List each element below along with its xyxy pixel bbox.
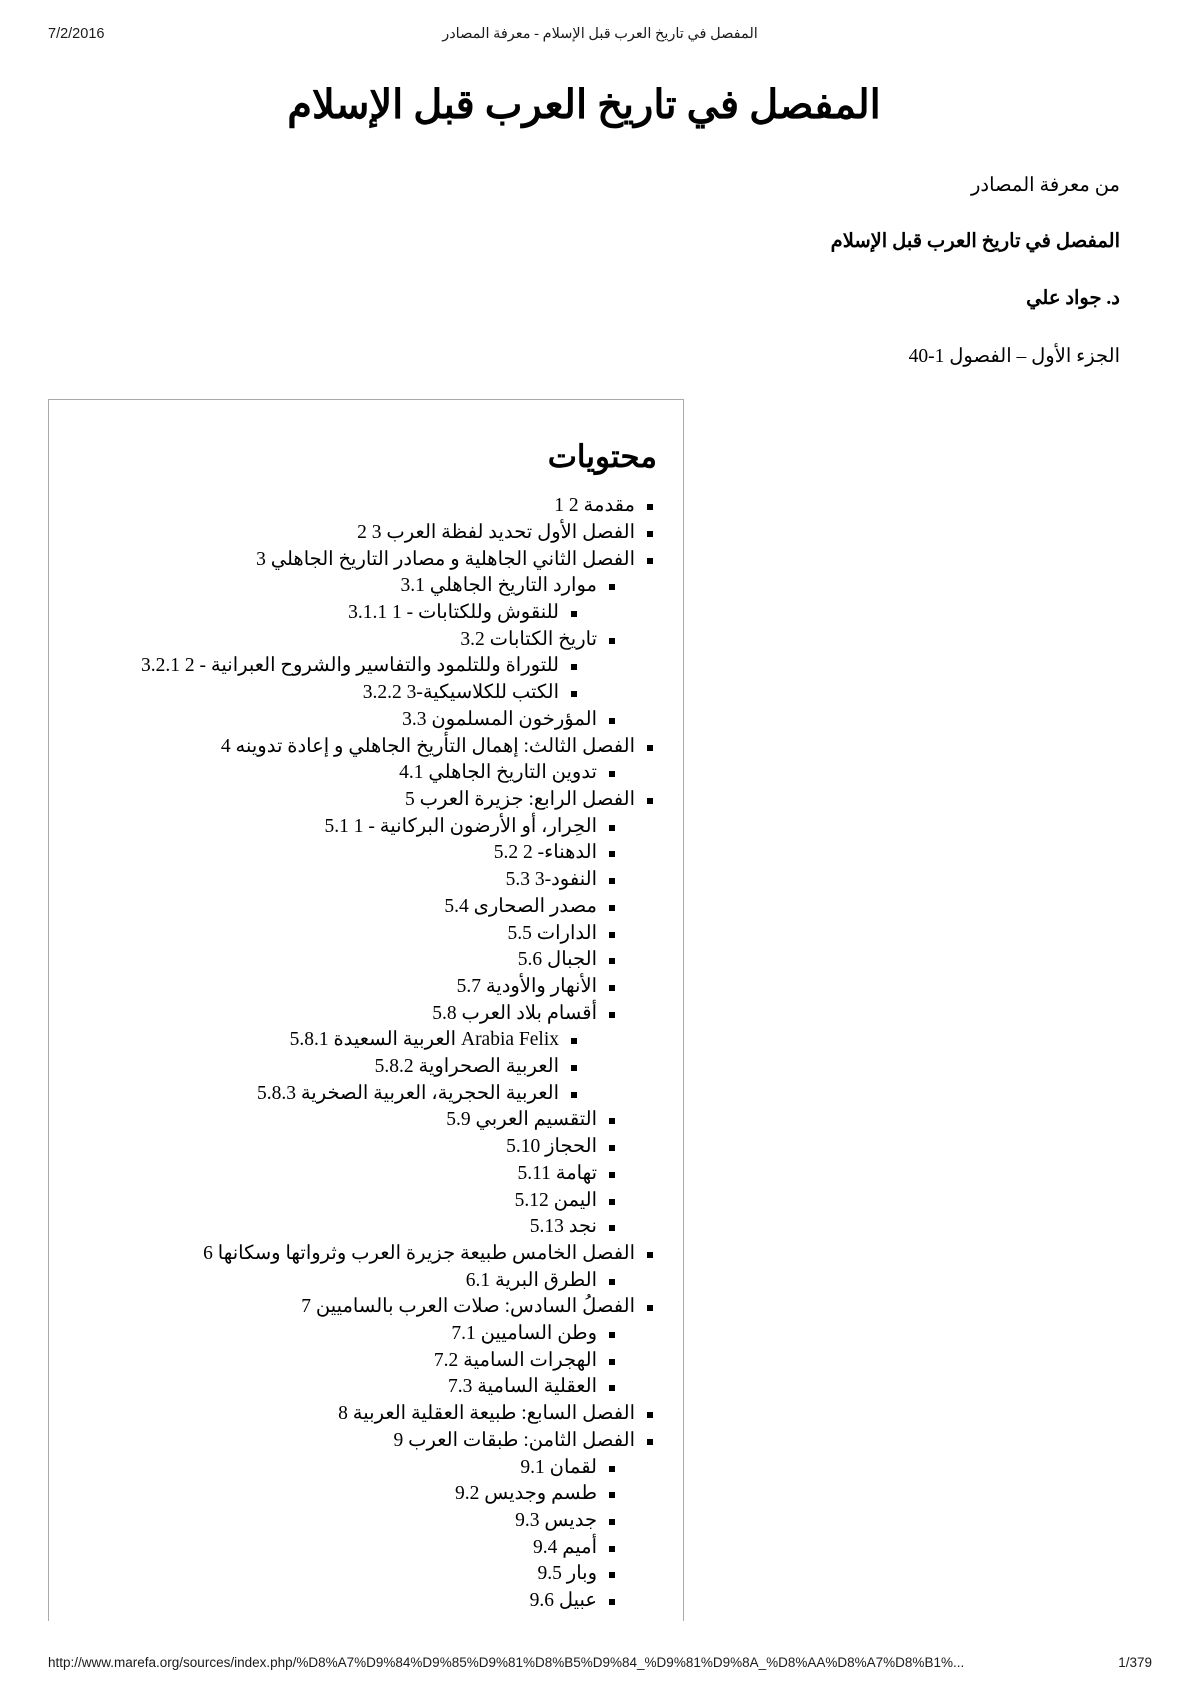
toc-item-label: 9.4 أميم	[533, 1536, 597, 1558]
toc-item-label: 5.9 التقسيم العربي	[446, 1109, 597, 1131]
toc-item[interactable]	[75, 734, 657, 761]
toc-item[interactable]	[75, 1027, 657, 1054]
toc-item[interactable]	[75, 1348, 657, 1375]
toc-item[interactable]	[75, 520, 657, 547]
toc-item[interactable]	[75, 1481, 657, 1508]
toc-item[interactable]	[75, 894, 657, 921]
toc-item[interactable]	[75, 1001, 657, 1028]
toc-item[interactable]	[75, 760, 657, 787]
print-header	[0, 26, 1200, 48]
toc-item-label: 5 الفصل الرابع: جزيرة العرب	[404, 788, 635, 810]
volume-line: الجزء الأول – الفصول 1-40	[908, 345, 1120, 367]
toc-item-label: 5.7 الأنهار والأودية	[456, 975, 597, 997]
toc-item[interactable]	[75, 573, 657, 600]
toc-item[interactable]	[75, 1134, 657, 1161]
toc-item[interactable]	[75, 1241, 657, 1268]
toc-item[interactable]	[75, 1535, 657, 1562]
toc-heading: محتويات	[547, 439, 657, 475]
toc-item-label: 3.2.2 3-الكتب للكلاسيكية	[362, 682, 559, 704]
toc-item-label: 5.6 الجبال	[517, 949, 597, 971]
toc-item-label: 9 الفصل الثامن: طبقات العرب	[393, 1429, 635, 1451]
toc-item-label: 8 الفصل السابع: طبيعة العقلية العربية	[338, 1403, 635, 1425]
toc-item-label: 5.2 2 -الدهناء	[493, 842, 597, 864]
toc-item[interactable]	[75, 1561, 657, 1588]
toc-item-label: 3 الفصل الثاني الجاهلية و مصادر التاريخ الجاهلي	[256, 548, 635, 570]
toc-item[interactable]	[75, 1081, 657, 1108]
toc-item[interactable]	[75, 1508, 657, 1535]
toc-item-label: 5.1 1 - الحِرار، أو الأرضون البركانية	[324, 815, 597, 837]
toc-item-label: 7 الفصلُ السادس: صلات العرب بالساميين	[301, 1296, 635, 1318]
toc-item-label: 9.5 وبار	[537, 1563, 597, 1585]
toc-item[interactable]	[75, 1268, 657, 1295]
toc-item-label: 9.1 لقمان	[520, 1456, 597, 1478]
toc-item-label: 9.3 جديس	[515, 1509, 597, 1531]
print-date: 7/2/2016	[48, 26, 105, 42]
print-footer	[0, 1655, 1200, 1675]
toc-item[interactable]	[75, 1455, 657, 1482]
toc-item-label: 4 الفصل الثالث: إهمال التأريخ الجاهلي و إعادة تدوينه	[220, 735, 635, 757]
toc-item[interactable]	[75, 1107, 657, 1134]
toc-item-label: 9.6 عبيل	[529, 1590, 597, 1612]
toc-item[interactable]	[75, 1161, 657, 1188]
toc-item-label: 7.1 وطن الساميين	[451, 1323, 597, 1345]
toc-item[interactable]	[75, 680, 657, 707]
source-url: http://www.marefa.org/sources/index.php/%D8%A7%D9%84%D9%85%D9%81%D8%B5%D9%84_%D9%81%D9%8A_%D8%AA%D8%A7%D8%B1%...	[48, 1655, 965, 1670]
toc-item-label: 5.5 الدارات	[507, 922, 597, 944]
toc-item[interactable]	[75, 627, 657, 654]
toc-item[interactable]	[75, 947, 657, 974]
toc-item[interactable]	[75, 707, 657, 734]
toc-item-label: 5.8 أقسام بلاد العرب	[432, 1002, 597, 1024]
toc-item-label: 5.11 تهامة	[517, 1162, 597, 1184]
table-of-contents	[48, 399, 684, 1621]
toc-item-label: 5.4 مصدر الصحارى	[444, 895, 597, 917]
toc-item[interactable]	[75, 600, 657, 627]
print-document-title: المفصل في تاريخ العرب قبل الإسلام - معرفة المصادر	[442, 26, 758, 42]
toc-item[interactable]	[75, 547, 657, 574]
toc-item[interactable]	[75, 1188, 657, 1215]
toc-item-label: 5.8.1 العربية السعيدة Arabia Felix	[289, 1029, 559, 1051]
toc-item-label: 6.1 الطرق البرية	[465, 1269, 597, 1291]
toc-item[interactable]	[75, 814, 657, 841]
toc-item-label: 4.1 تدوين التاريخ الجاهلي	[399, 762, 597, 784]
toc-item-label: 1 مقدمة 2	[554, 495, 635, 517]
page-content	[48, 60, 1120, 1621]
toc-item-label: 6 الفصل الخامس طبيعة جزيرة العرب وثرواتها وسكانها	[203, 1242, 635, 1264]
toc-item-label: 7.2 الهجرات السامية	[433, 1349, 597, 1371]
toc-item[interactable]	[75, 867, 657, 894]
toc-item[interactable]	[75, 1294, 657, 1321]
toc-item[interactable]	[75, 1321, 657, 1348]
toc-item[interactable]	[75, 921, 657, 948]
toc-item-label: 7.3 العقلية السامية	[447, 1376, 597, 1398]
book-title: المفصل في تاريخ العرب قبل الإسلام	[830, 231, 1120, 253]
author-name: د. جواد علي	[1026, 287, 1120, 309]
toc-item-label: 5.12 اليمن	[514, 1189, 597, 1211]
toc-item[interactable]	[75, 1428, 657, 1455]
toc-item-label: 3.1.1 1 - للنقوش وللكتابات	[348, 602, 559, 624]
page-title: المفصل في تاريخ العرب قبل الإسلام	[287, 82, 881, 127]
toc-item[interactable]	[75, 840, 657, 867]
toc-item[interactable]	[75, 1401, 657, 1428]
toc-item-label: 3.1 موارد التاريخ الجاهلي	[400, 575, 597, 597]
page-number: 1/379	[1118, 1655, 1152, 1670]
toc-item[interactable]	[75, 787, 657, 814]
toc-item-label: 2 الفصل الأول تحديد لفظة العرب 3	[357, 521, 635, 543]
toc-item[interactable]	[75, 1214, 657, 1241]
toc-item[interactable]	[75, 1374, 657, 1401]
toc-item[interactable]	[75, 653, 657, 680]
toc-item[interactable]	[75, 493, 657, 520]
toc-item-label: 5.13 نجد	[529, 1216, 597, 1238]
source-line: من معرفة المصادر	[970, 175, 1120, 196]
toc-list	[75, 493, 657, 1615]
toc-item-label: 3.2.1 2 - للتوراة وللتلمود والتفاسير والشروح العبرانية	[141, 655, 559, 677]
toc-item-label: 5.10 الحجاز	[506, 1136, 597, 1158]
toc-item[interactable]	[75, 974, 657, 1001]
toc-item-label: 5.8.2 العربية الصحراوية	[374, 1056, 559, 1078]
toc-item[interactable]	[75, 1054, 657, 1081]
toc-item[interactable]	[75, 1588, 657, 1615]
toc-item-label: 3.3 المؤرخون المسلمون	[402, 708, 597, 730]
toc-item-label: 5.8.3 العربية الحجرية، العربية الصخرية	[256, 1082, 559, 1104]
toc-item-label: 3.2 تاريخ الكتابات	[460, 628, 597, 650]
toc-item-label: 5.3 3-النفود	[505, 869, 597, 891]
toc-item-label: 9.2 طسم وجديس	[454, 1483, 597, 1505]
